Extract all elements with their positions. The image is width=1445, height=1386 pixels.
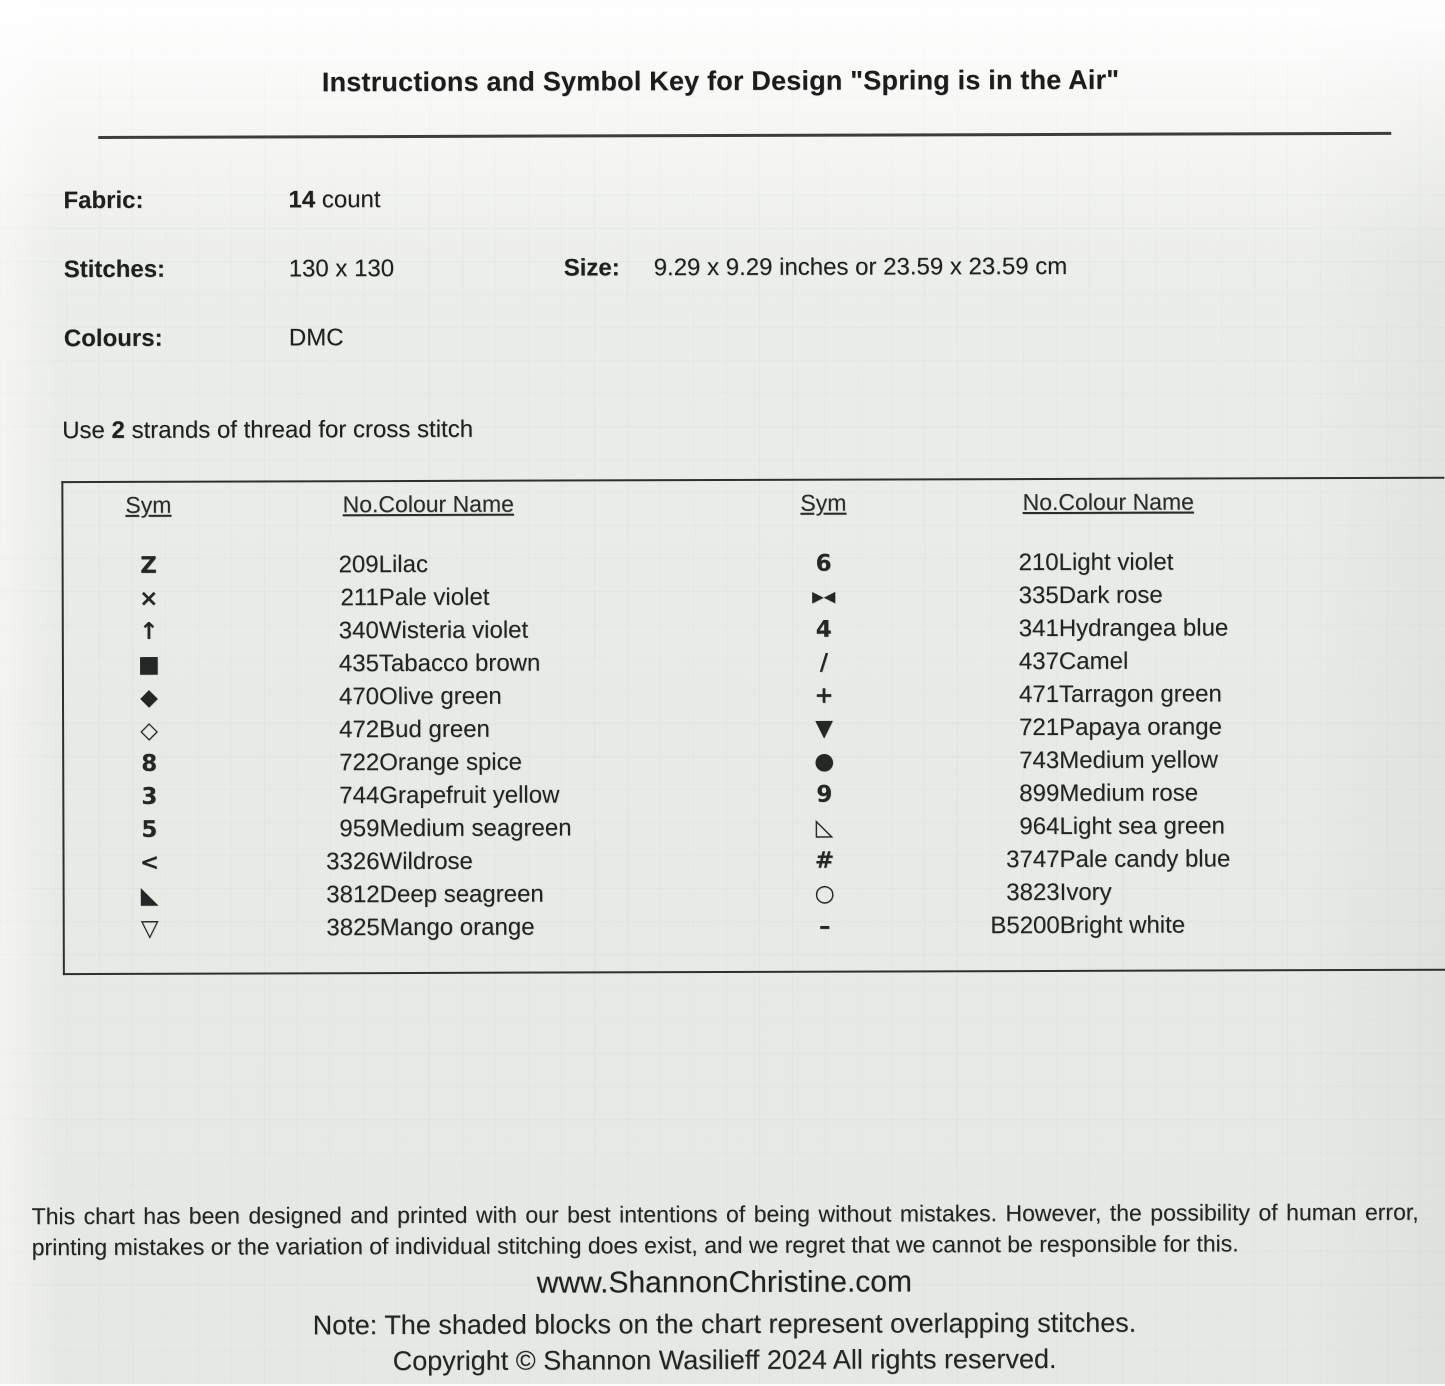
thread-number-right: 3747 xyxy=(1006,845,1060,873)
symbol-glyph-left: ◣ xyxy=(140,882,159,909)
key-row xyxy=(64,809,1395,846)
symbol-glyph-right: – xyxy=(818,913,831,940)
size-label: Size: xyxy=(563,254,620,282)
symbol-glyph-left: ◇ xyxy=(140,717,159,744)
colour-name-left: Tabacco brown xyxy=(378,649,541,677)
symbol-glyph-left: 3 xyxy=(141,783,158,810)
symbol-glyph-left: Z xyxy=(140,552,157,579)
symbol-glyph-right: / xyxy=(819,649,829,676)
overlap-note-text: Note: The shaded blocks on the chart represent overlapping stitches. xyxy=(312,1307,1137,1341)
fabric-count-unit: count xyxy=(315,186,381,214)
fabric-label: Fabric: xyxy=(63,186,144,215)
colour-name-left: Medium seagreen xyxy=(379,813,572,842)
colour-name-left: Wisteria violet xyxy=(378,616,529,644)
symbol-glyph-right: + xyxy=(814,682,834,709)
colours-label: Colours: xyxy=(63,324,163,353)
symbol-key-table xyxy=(63,479,1396,973)
key-row xyxy=(64,677,1395,714)
thread-number-left: 959 xyxy=(339,814,380,842)
colour-name-right: Papaya orange xyxy=(1059,712,1222,741)
symbol-glyph-left: ◆ xyxy=(140,684,158,711)
thread-number-left: 3812 xyxy=(326,880,380,908)
key-row xyxy=(64,578,1395,615)
symbol-glyph-right: # xyxy=(814,847,835,874)
fabric-count-number: 14 xyxy=(288,186,316,214)
thread-number-right: 899 xyxy=(1019,779,1060,807)
colour-name-right: Light sea green xyxy=(1059,811,1225,840)
header-sym-left: Sym xyxy=(125,491,172,518)
disclaimer-text: This chart has been designed and printed with our best intentions of being without mistakes. However, the possibility of human error, printing mistakes or the variation of individual stitching does exist, and we regret that we cannot be responsible for this. xyxy=(31,1198,1419,1261)
symbol-glyph-left: 8 xyxy=(141,750,158,777)
stitches-label: Stitches: xyxy=(63,255,166,284)
website-text: www.ShannonChristine.com xyxy=(536,1265,912,1300)
thread-number-right: 210 xyxy=(1018,548,1059,576)
thread-number-right: B5200 xyxy=(990,911,1060,939)
colours-value: DMC xyxy=(288,324,344,352)
symbol-glyph-right: 9 xyxy=(816,781,833,808)
thread-number-left: 209 xyxy=(338,550,379,578)
key-row xyxy=(64,710,1395,747)
colour-name-left: Bud green xyxy=(379,715,490,743)
colour-name-left: Deep seagreen xyxy=(379,880,544,908)
symbol-glyph-left: < xyxy=(139,849,160,876)
thread-number-left: 722 xyxy=(339,748,380,776)
key-row xyxy=(64,776,1395,813)
colour-name-right: Pale candy blue xyxy=(1059,844,1231,873)
header-sym-right: Sym xyxy=(800,489,847,516)
thread-number-right: 743 xyxy=(1019,746,1060,774)
fabric-row xyxy=(63,183,1443,215)
colours-row xyxy=(64,321,1444,353)
colour-name-left: Olive green xyxy=(378,682,502,710)
thread-number-left: 470 xyxy=(338,682,380,710)
colour-name-left: Mango orange xyxy=(379,913,535,941)
thread-number-right: 721 xyxy=(1019,713,1060,741)
thread-number-right: 341 xyxy=(1018,614,1059,642)
fabric-value xyxy=(288,186,380,214)
key-row xyxy=(65,875,1396,912)
colour-name-right: Dark rose xyxy=(1058,581,1163,609)
colour-name-right: Bright white xyxy=(1059,911,1186,939)
strands-prefix: Use xyxy=(62,416,112,445)
colour-name-left: Wildrose xyxy=(379,847,473,875)
size-value: 9.29 x 9.29 inches or 23.59 x 23.59 cm xyxy=(653,252,1068,282)
thread-number-left: 3326 xyxy=(326,847,380,875)
symbol-glyph-right: ▸◂ xyxy=(812,583,836,610)
colour-name-right: Hydrangea blue xyxy=(1058,613,1229,642)
thread-number-left: 435 xyxy=(338,649,379,677)
header-name-left: Colour Name xyxy=(378,490,514,518)
page-title: Instructions and Symbol Key for Design "Spring is in the Air" xyxy=(321,64,1120,98)
colour-name-left: Lilac xyxy=(378,550,428,578)
colour-name-left: Pale violet xyxy=(378,583,490,611)
thread-number-left: 472 xyxy=(339,715,380,743)
strands-count: 2 xyxy=(111,416,125,444)
header-no-left: No. xyxy=(342,491,379,518)
thread-number-left: 3825 xyxy=(326,913,380,941)
title-divider xyxy=(98,132,1391,139)
copyright-text: Copyright © Shannon Wasilieff 2024 All rights reserved. xyxy=(392,1343,1057,1377)
symbol-glyph-left: ■ xyxy=(137,651,160,678)
key-row xyxy=(64,545,1395,582)
colour-name-right: Medium yellow xyxy=(1059,745,1218,774)
colour-name-right: Camel xyxy=(1058,647,1129,675)
symbol-glyph-left: ↑ xyxy=(139,618,159,645)
key-row xyxy=(65,908,1396,973)
symbol-glyph-right: 4 xyxy=(815,616,832,643)
thread-number-left: 744 xyxy=(339,781,380,809)
thread-number-right: 3823 xyxy=(1006,878,1060,906)
stitches-row xyxy=(64,252,1444,284)
footer xyxy=(2,1197,1445,1379)
colour-name-right: Medium rose xyxy=(1059,779,1199,807)
thread-number-left: 211 xyxy=(340,583,379,611)
symbol-glyph-right: ● xyxy=(814,748,835,775)
colour-name-right: Light violet xyxy=(1058,548,1174,576)
colour-name-right: Ivory xyxy=(1059,878,1112,906)
colour-name-left: Orange spice xyxy=(379,748,523,776)
key-header-row xyxy=(63,479,1394,549)
symbol-glyph-right: ◺ xyxy=(815,814,834,841)
symbol-glyph-right: 6 xyxy=(815,550,832,577)
symbol-glyph-right: ○ xyxy=(814,880,835,907)
colour-name-left: Grapefruit yellow xyxy=(379,781,560,809)
key-row xyxy=(64,644,1395,681)
header-no-right: No. xyxy=(1022,488,1059,516)
key-row xyxy=(64,743,1395,780)
thread-number-left: 340 xyxy=(338,616,379,644)
symbol-glyph-left: 5 xyxy=(141,816,158,843)
symbol-glyph-left: × xyxy=(139,585,159,612)
strands-note xyxy=(62,413,1444,445)
symbol-key-box xyxy=(61,477,1445,975)
thread-number-right: 471 xyxy=(1018,680,1060,708)
symbol-glyph-left: ▽ xyxy=(140,915,159,942)
colour-name-right: Tarragon green xyxy=(1058,679,1222,708)
thread-number-right: 964 xyxy=(1019,812,1060,840)
pattern-meta xyxy=(63,183,1444,353)
key-row xyxy=(64,611,1395,648)
key-row xyxy=(64,842,1395,879)
header-name-right: Colour Name xyxy=(1058,488,1194,515)
stitches-value: 130 x 130 xyxy=(288,255,395,283)
symbol-glyph-right: ▼ xyxy=(815,715,833,742)
thread-number-right: 335 xyxy=(1018,581,1059,609)
thread-number-right: 437 xyxy=(1018,647,1059,675)
strands-suffix: strands of thread for cross stitch xyxy=(124,415,474,444)
